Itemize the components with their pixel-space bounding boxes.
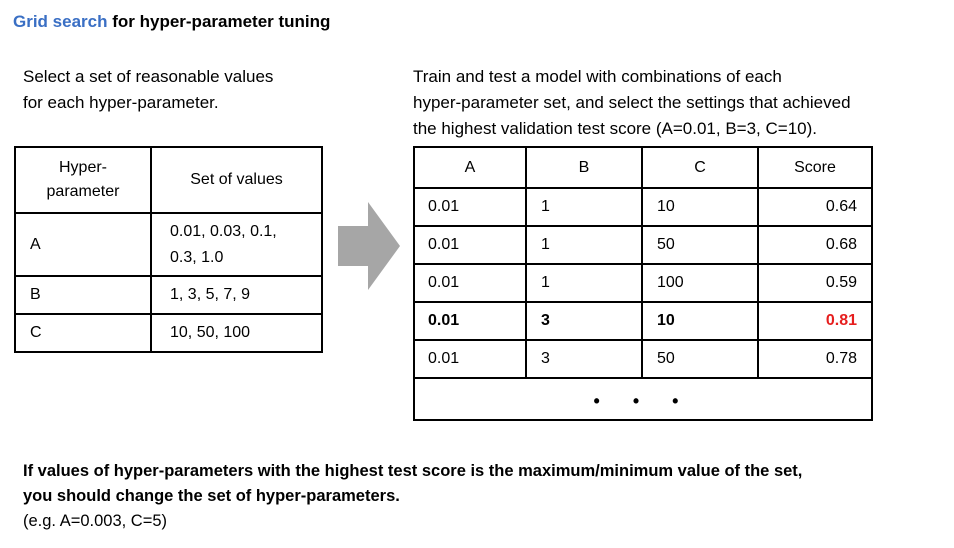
table-row-ellipsis [414,378,872,420]
right-description-line: the highest validation test score (A=0.01, B=3, C=10). [413,119,817,138]
cell-a: 0.01 [414,340,526,378]
table-row-best [414,302,872,340]
cell-score: 0.64 [758,188,872,226]
cell-c: 50 [642,340,758,378]
note-line: If values of hyper-parameters with the highest test score is the maximum/minimum value of the set, [23,462,803,480]
cell-score: 0.68 [758,226,872,264]
cell-a: 0.01 [414,264,526,302]
table-row [414,188,872,226]
table-header-row [414,147,872,188]
header-line: parameter [46,183,120,200]
param-values-line: 0.3, 1.0 [170,248,224,266]
param-values: 1, 3, 5, 7, 9 [151,276,322,314]
param-name: C [15,314,151,352]
table-row [15,314,322,352]
param-values [151,213,322,276]
cell-b: 1 [526,188,642,226]
left-description [23,64,353,116]
table-row [15,276,322,314]
right-description-line: Train and test a model with combinations of each [413,67,782,86]
title-accent: Grid search [13,12,108,31]
cell-score: 0.78 [758,340,872,378]
right-description-line: hyper-parameter set, and select the settings that achieved [413,93,851,112]
param-values: 10, 50, 100 [151,314,322,352]
cell-a: 0.01 [414,226,526,264]
table-row [15,213,322,276]
header-line: Hyper- [58,159,107,176]
header-c: C [642,147,758,188]
header-score: Score [758,147,872,188]
right-description [413,64,943,142]
cell-score: 0.59 [758,264,872,302]
note-example: (e.g. A=0.003, C=5) [23,512,168,530]
header-a: A [414,147,526,188]
param-name: B [15,276,151,314]
cell-a: 0.01 [414,188,526,226]
table-row [414,264,872,302]
cell-b: 1 [526,226,642,264]
header-hyperparameter [15,147,151,213]
title-rest: for hyper-parameter tuning [107,12,331,31]
table-header-row [15,147,322,213]
cell-b: 3 [526,340,642,378]
cell-a: 0.01 [414,302,526,340]
table-row [414,340,872,378]
table-row [414,226,872,264]
cell-c: 10 [642,302,758,340]
header-set-of-values: Set of values [151,147,322,213]
param-values-line: 0.01, 0.03, 0.1, [170,222,277,240]
hyperparameter-table [14,146,323,353]
note [23,459,802,534]
cell-c: 50 [642,226,758,264]
ellipsis: • • • [414,378,872,420]
page-title [13,12,330,32]
param-name: A [15,213,151,276]
cell-b: 1 [526,264,642,302]
right-arrow-icon [338,202,400,290]
cell-c: 100 [642,264,758,302]
cell-score-best: 0.81 [758,302,872,340]
cell-c: 10 [642,188,758,226]
cell-b: 3 [526,302,642,340]
results-table [413,146,873,421]
header-b: B [526,147,642,188]
left-description-line: for each hyper-parameter. [23,93,219,112]
note-line: you should change the set of hyper-parameters. [23,487,400,505]
left-description-line: Select a set of reasonable values [23,67,274,86]
